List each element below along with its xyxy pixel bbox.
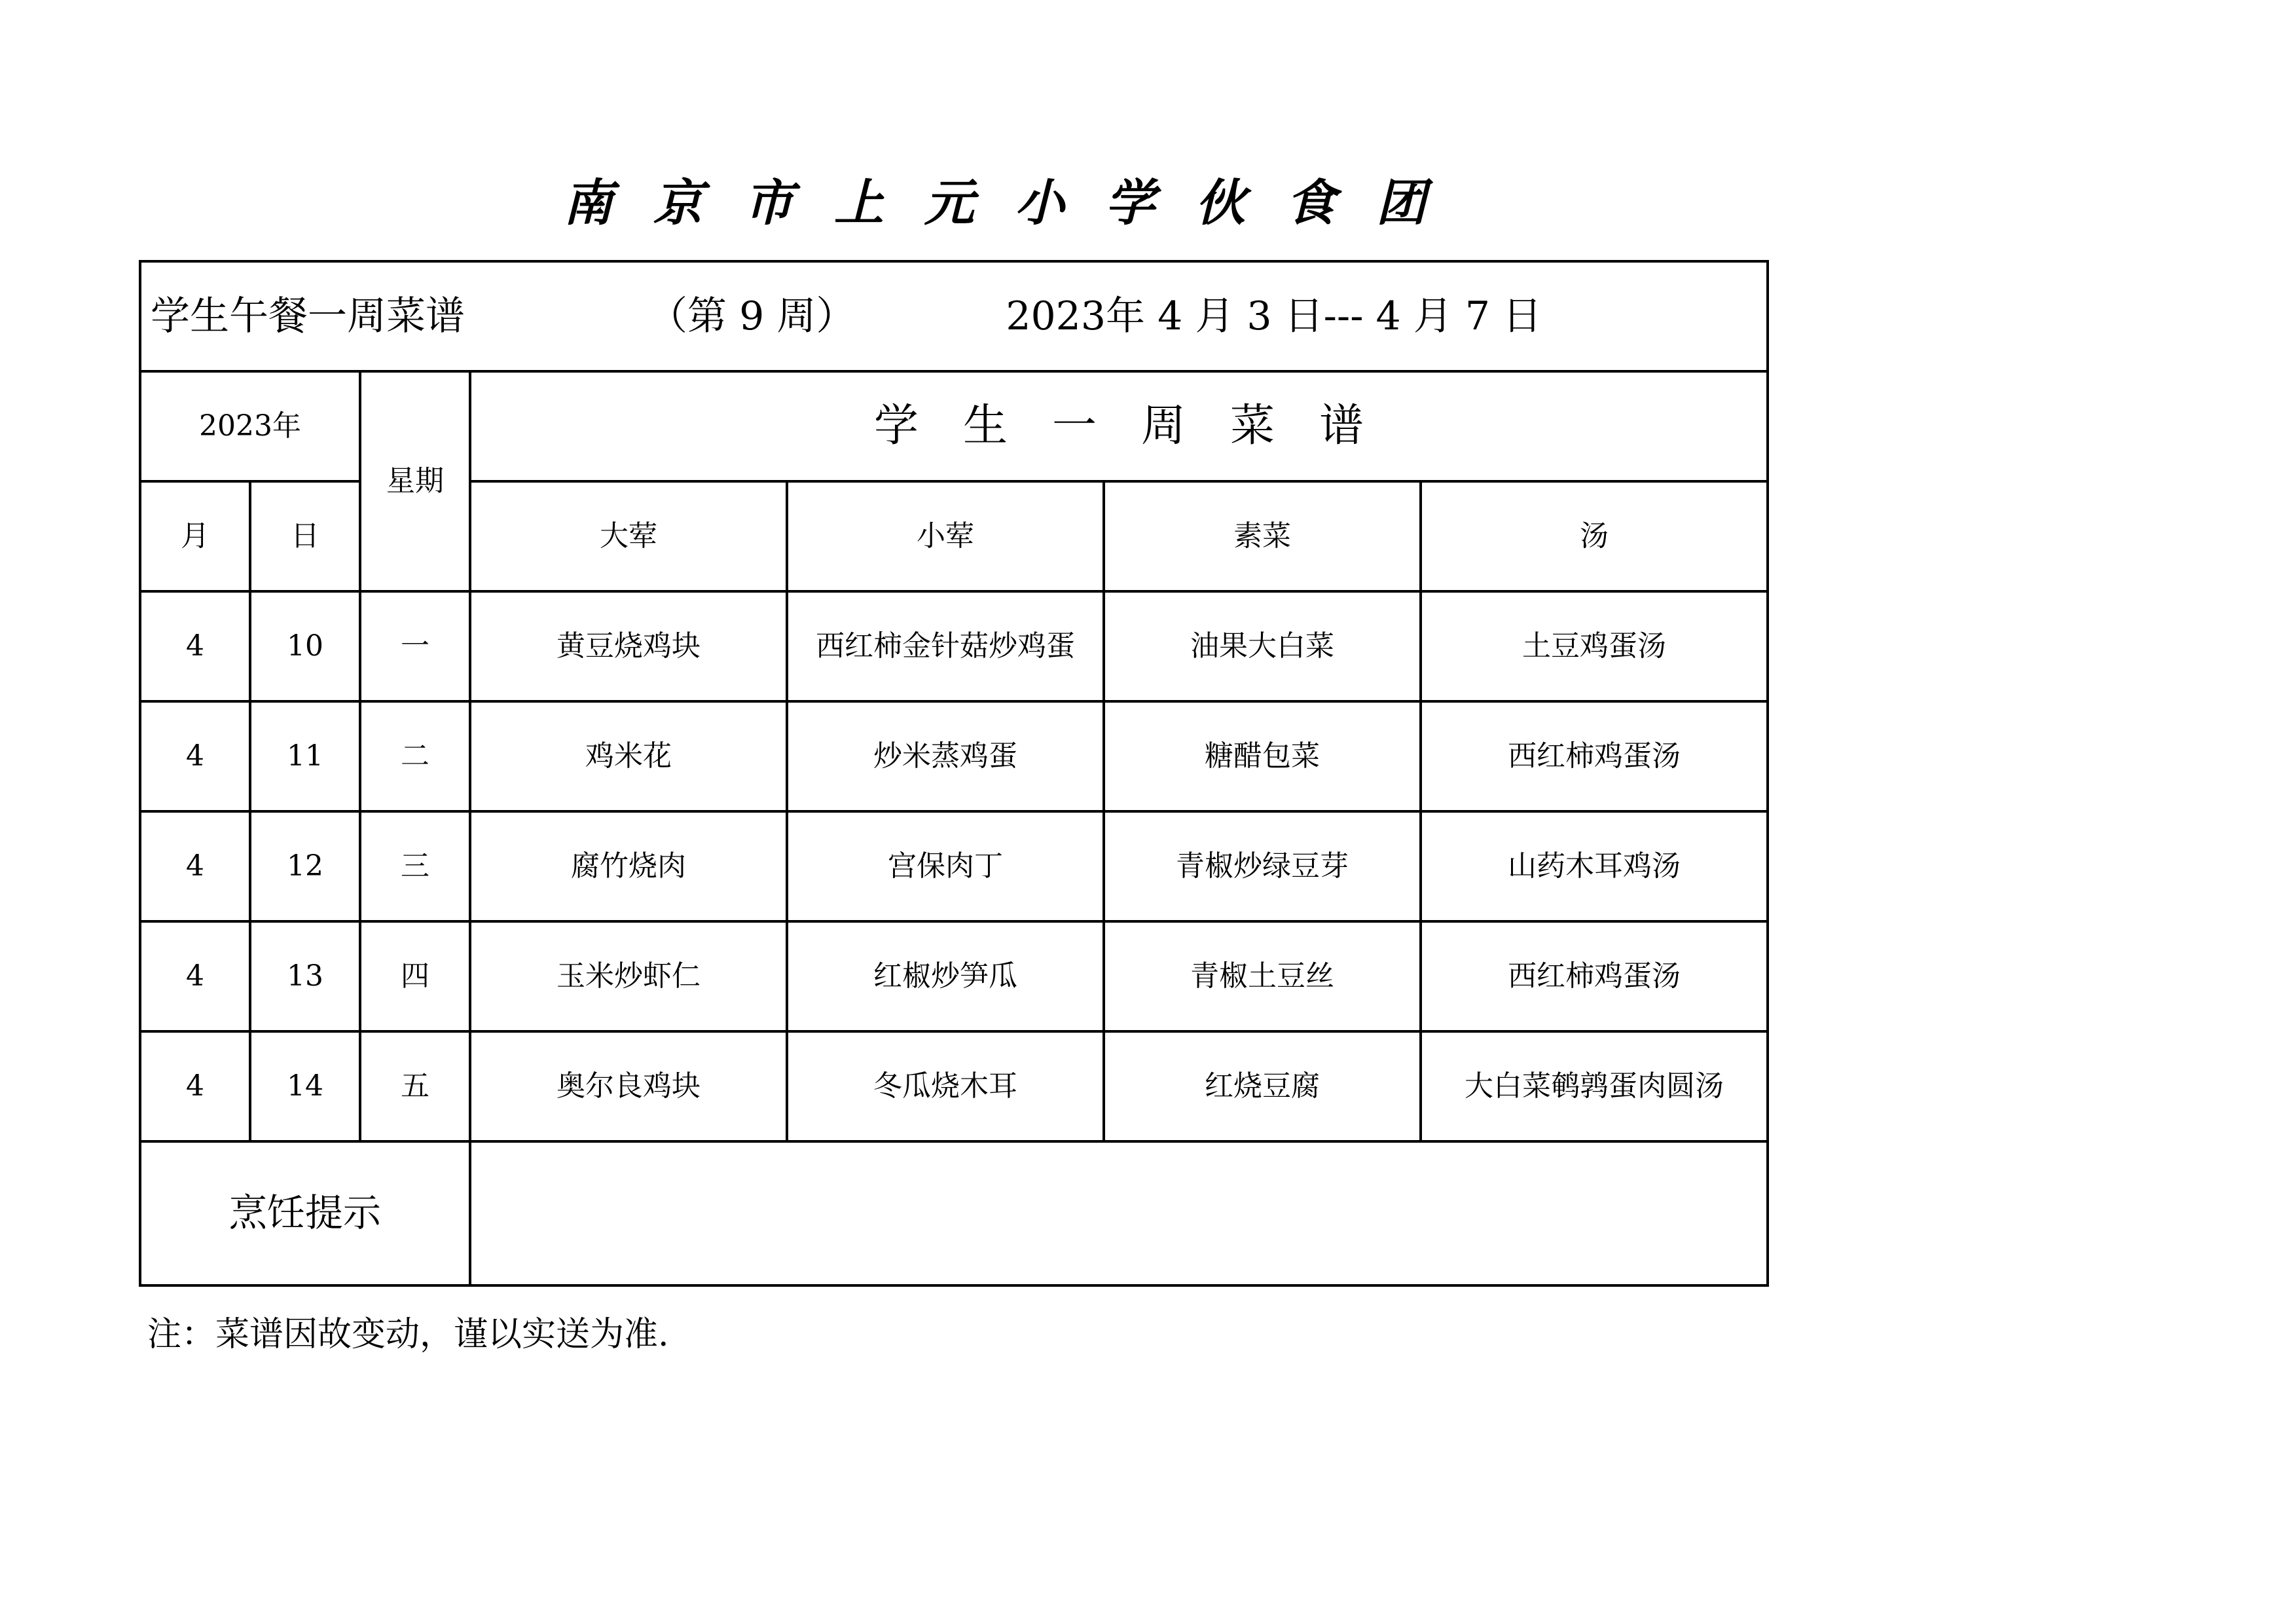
- table-row: [140, 701, 1768, 811]
- day-cell: 12: [250, 811, 360, 921]
- dish-cell: 红椒炒笋瓜: [787, 921, 1104, 1031]
- table-row: [140, 811, 1768, 921]
- dish-cell: 糖醋包菜: [1104, 701, 1421, 811]
- year-label: 2023年: [140, 371, 360, 481]
- day-cell: 14: [250, 1031, 360, 1141]
- dish-cell: 西红柿鸡蛋汤: [1421, 921, 1768, 1031]
- organization-title: 南京市上元小学伙食团: [563, 174, 1467, 232]
- table-row: [140, 1031, 1768, 1141]
- dish-cell: 宫保肉丁: [787, 811, 1104, 921]
- header-row: [140, 261, 1768, 371]
- dish-cell: 黄豆烧鸡块: [470, 591, 787, 701]
- dish-cell: 炒米蒸鸡蛋: [787, 701, 1104, 811]
- weekly-menu-table: [139, 260, 1769, 1287]
- dish-cell: 玉米炒虾仁: [470, 921, 787, 1031]
- cooking-tips-label: 烹饪提示: [140, 1141, 470, 1285]
- weekday-cell: 四: [360, 921, 470, 1031]
- cooking-tips-row: [140, 1141, 1768, 1285]
- month-label: 月: [140, 481, 250, 591]
- month-cell: 4: [140, 921, 250, 1031]
- weekday-cell: 一: [360, 591, 470, 701]
- weekday-cell: 二: [360, 701, 470, 811]
- day-cell: 11: [250, 701, 360, 811]
- weekday-cell: 三: [360, 811, 470, 921]
- dish-cell: 油果大白菜: [1104, 591, 1421, 701]
- dish-cell: 山药木耳鸡汤: [1421, 811, 1768, 921]
- day-cell: 10: [250, 591, 360, 701]
- dish-cell: 青椒炒绿豆芽: [1104, 811, 1421, 921]
- dish-cell: 西红柿鸡蛋汤: [1421, 701, 1768, 811]
- month-cell: 4: [140, 1031, 250, 1141]
- dish-cell: 西红柿金针菇炒鸡蛋: [787, 591, 1104, 701]
- table-row: [140, 591, 1768, 701]
- dish-cell: 冬瓜烧木耳: [787, 1031, 1104, 1141]
- menu-header-title: 学生午餐一周菜谱: [151, 293, 465, 339]
- weekday-cell: 五: [360, 1031, 470, 1141]
- month-cell: 4: [140, 591, 250, 701]
- title-row: [140, 371, 1768, 481]
- month-cell: 4: [140, 811, 250, 921]
- dish-cell: 大白菜鹌鹑蛋肉圆汤: [1421, 1031, 1768, 1141]
- day-label: 日: [250, 481, 360, 591]
- column-header: 素菜: [1104, 481, 1421, 591]
- week-number: （第 9 周）: [648, 293, 856, 339]
- day-cell: 13: [250, 921, 360, 1031]
- column-header: 汤: [1421, 481, 1768, 591]
- cooking-tips-content: [470, 1141, 1768, 1285]
- dish-cell: 青椒土豆丝: [1104, 921, 1421, 1031]
- weekday-label: 星期: [360, 371, 470, 591]
- date-range: 2023年 4 月 3 日--- 4 月 7 日: [1006, 293, 1542, 339]
- dish-cell: 红烧豆腐: [1104, 1031, 1421, 1141]
- column-header: 小荤: [787, 481, 1104, 591]
- menu-header: [140, 261, 1768, 371]
- menu-section-title: 学生一周菜谱: [470, 371, 1768, 481]
- table-row: [140, 921, 1768, 1031]
- dish-cell: 腐竹烧肉: [470, 811, 787, 921]
- dish-cell: 奥尔良鸡块: [470, 1031, 787, 1141]
- dish-cell: 土豆鸡蛋汤: [1421, 591, 1768, 701]
- footnote: 注：菜谱因故变动，谨以实送为准.: [147, 1315, 669, 1354]
- dish-cell: 鸡米花: [470, 701, 787, 811]
- month-cell: 4: [140, 701, 250, 811]
- column-header: 大荤: [470, 481, 787, 591]
